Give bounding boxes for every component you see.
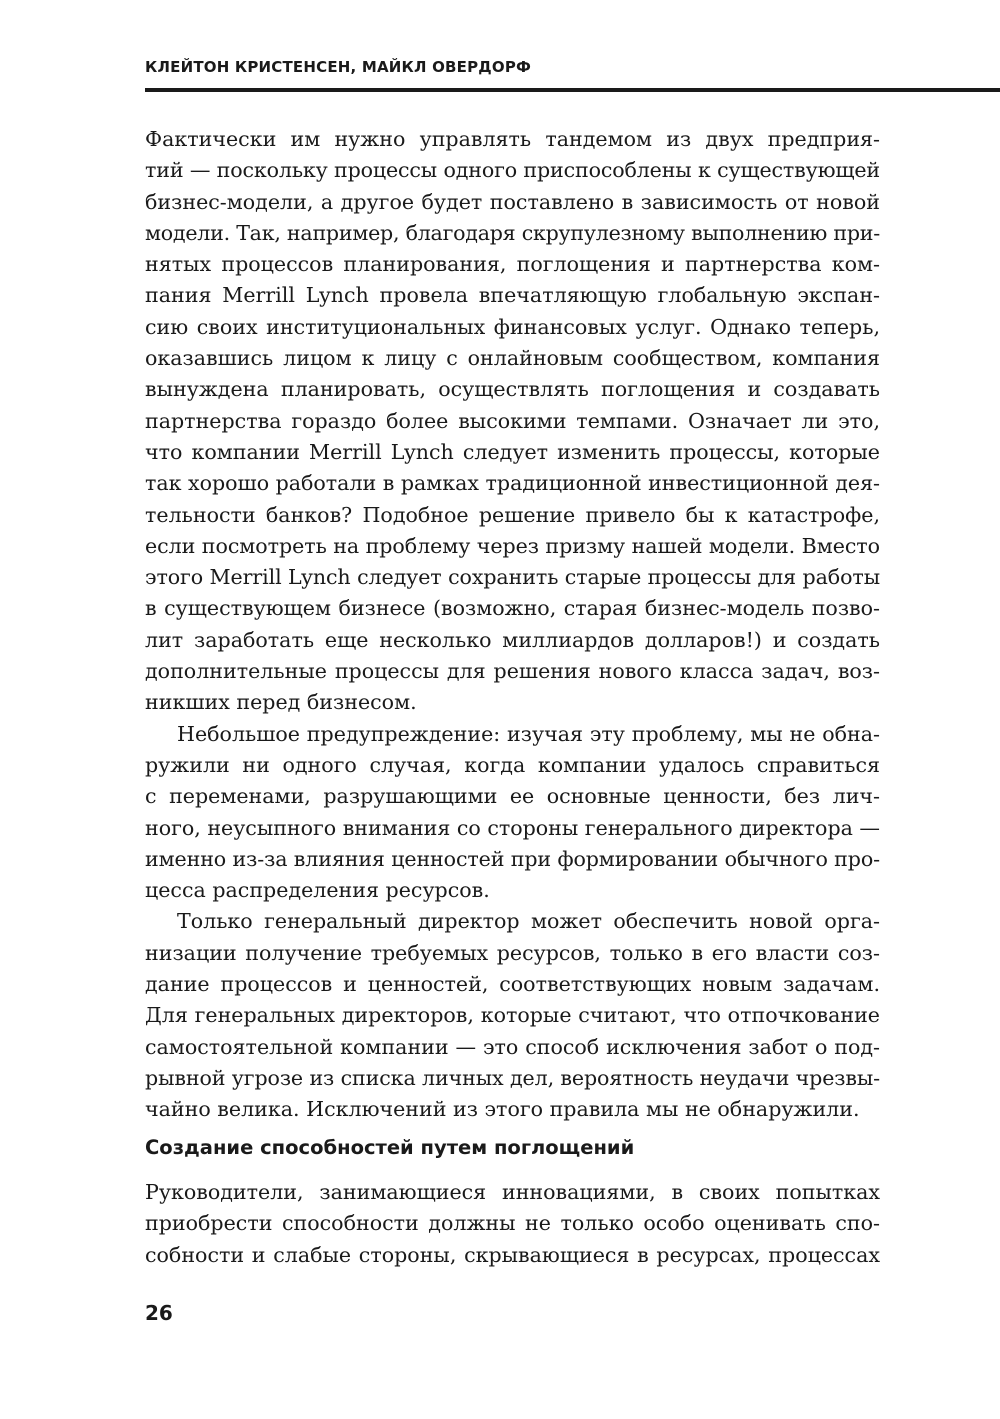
text-line: бизнес-модели, а другое будет поставлено в зависимость от новой [145,189,880,214]
text-line: так хорошо работали в рамках традиционной инвестиционной дея- [145,471,880,496]
text-line: оказавшись лицом к лицу с онлайновым сообществом, компания [145,346,880,371]
text-line: тий — поскольку процессы одного приспособлены к существующей [145,158,880,183]
text-line: модели. Так, например, благодаря скрупулезному выполнению при- [145,220,880,245]
text-line: никших перед бизнесом. [145,690,417,715]
text-line: сию своих институциональных финансовых услуг. Однако теперь, [145,314,880,339]
text-line: если посмотреть на проблему через призму нашей модели. Вместо [145,533,880,558]
text-line: рывной угрозе из списка личных дел, вероятность неудачи чрезвы- [145,1065,880,1090]
text-line: Небольшое предупреждение: изучая эту проблему, мы не обна- [177,721,880,746]
text-line: нятых процессов планирования, поглощения и партнерства ком- [145,252,880,277]
text-line: пания Merrill Lynch провела впечатляющую глобальную экспан- [145,283,880,308]
section-body-text [145,1177,880,1271]
text-line: собности и слабые стороны, скрывающиеся в ресурсах, процессах [145,1242,880,1267]
paragraph [145,906,880,1125]
header-rule [145,88,1000,92]
text-line: чайно велика. Исключений из этого правила мы не обнаружили. [145,1097,860,1122]
text-line: дополнительные процессы для решения нового класса задач, воз- [145,659,880,684]
text-line: Руководители, занимающиеся инновациями, в своих попытках [145,1180,880,1204]
paragraph [145,124,880,719]
text-line: вынуждена планировать, осуществлять поглощения и создавать [145,377,880,402]
text-line: самостоятельной компании — это способ исключения забот о под- [145,1034,880,1059]
text-line: низации получение требуемых ресурсов, только в его власти соз- [145,940,880,965]
text-line: партнерства гораздо более высокими темпами. Означает ли это, [145,408,880,433]
text-line: дание процессов и ценностей, соответствующих новым задачам. [145,972,880,997]
text-line: в существующем бизнесе (возможно, старая бизнес-модель позво- [145,596,880,621]
paragraph [145,1177,880,1271]
text-line: что компании Merrill Lynch следует изменить процессы, которые [145,439,880,464]
text-line: Фактически им нужно управлять тандемом из двух предприя- [145,127,880,151]
text-line: ного, неусыпного внимания со стороны генерального директора — [145,815,880,840]
section-heading: Создание способностей путем поглощений [145,1136,635,1159]
running-head-title: КЛЕЙТОН КРИСТЕНСЕН, МАЙКЛ ОВЕРДОРФ [145,58,532,76]
text-line: Для генеральных директоров, которые считают, что отпочкование [145,1003,880,1028]
text-line: приобрести способности должны не только особо оценивать спо- [145,1211,880,1236]
body-text [145,124,880,1126]
text-line: с переменами, разрушающими ее основные ценности, без лич- [145,784,880,809]
text-line: тельности банков? Подобное решение привело бы к катастрофе, [145,502,880,527]
text-line: ружили ни одного случая, когда компании удалось справиться [145,752,880,777]
text-line: цесса распределения ресурсов. [145,878,490,903]
text-line: этого Merrill Lynch следует сохранить старые процессы для работы [145,565,880,590]
text-line: лит заработать еще несколько миллиардов долларов!) и создать [145,627,880,652]
page-number: 26 [145,1301,173,1325]
paragraph [145,719,880,907]
text-line: именно из-за влияния ценностей при формировании обычного про- [145,846,880,871]
text-line: Только генеральный директор может обеспечить новой орга- [177,909,880,934]
